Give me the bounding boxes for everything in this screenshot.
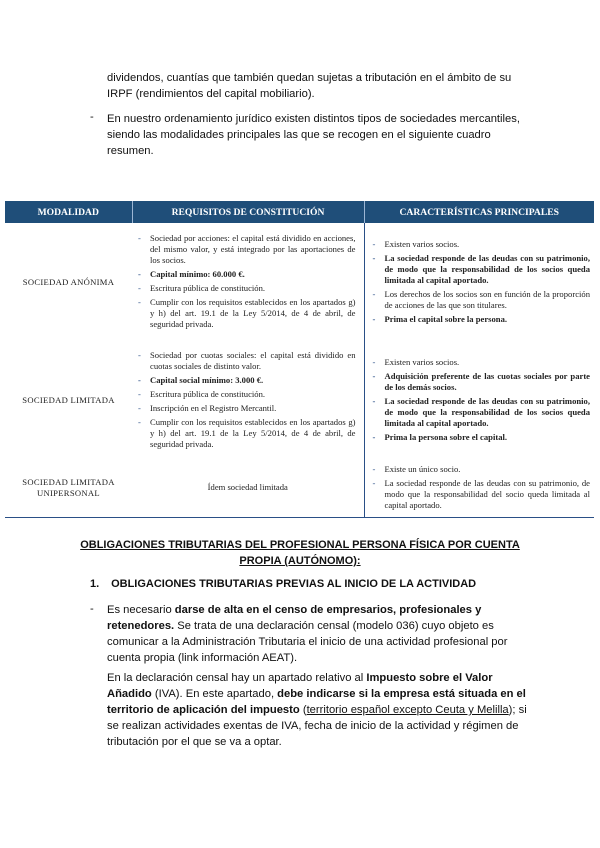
body-p2-line5: tributación por el que se va a optar. xyxy=(107,736,282,748)
list-item: - Capital social mínimo: 3.000 €. xyxy=(136,375,356,386)
section-title-line1: OBLIGACIONES TRIBUTARIAS DEL PROFESIONAL PERSONA FÍSICA POR CUENTA xyxy=(80,539,520,551)
row-requisitos xyxy=(132,341,364,459)
text-run: ); si xyxy=(508,704,527,716)
list-item: - La sociedad responde de las deudas con su patrimonio, de modo que la responsabilidad del socio queda limitada al capital aportado. xyxy=(371,478,591,511)
table-row xyxy=(5,459,594,517)
list-item: - Sociedad por acciones: el capital está dividido en acciones, del mismo valor, y está integrado por las aportaciones de los socios. xyxy=(136,233,356,266)
text-run-underlined: territorio español excepto Ceuta y Melilla xyxy=(306,704,509,716)
intro-paragraph-1 xyxy=(107,70,547,102)
list-item: - Capital mínimo: 60.000 €. xyxy=(136,269,356,280)
list-item: - Escritura pública de constitución. xyxy=(136,389,356,400)
body-paragraph-2 xyxy=(107,670,547,750)
modalidad-line2: UNIPERSONAL xyxy=(37,487,100,498)
list-item: - Existe un único socio. xyxy=(371,464,591,475)
body-p1-line1 xyxy=(107,602,547,618)
row-caracteristicas xyxy=(364,341,594,459)
row-requisitos xyxy=(132,223,364,341)
header-caracteristicas: CARACTERÍSTICAS PRINCIPALES xyxy=(364,201,594,223)
text-run-bold: darse de alta en el censo de empresarios, profesionales y xyxy=(174,604,482,616)
text-run: (IVA). En este apartado, xyxy=(151,688,278,700)
section-title xyxy=(60,537,540,569)
list-item: - Prima el capital sobre la persona. xyxy=(371,314,591,325)
list-item: - Escritura pública de constitución. xyxy=(136,283,356,294)
header-requisitos: REQUISITOS DE CONSTITUCIÓN xyxy=(132,201,364,223)
table-header-row xyxy=(5,201,594,223)
intro-p2-line2: siendo las modalidades principales las que se recogen en el siguiente cuadro xyxy=(107,129,491,141)
text-run: Se trata de una declaración censal (modelo 036) cuyo objeto es xyxy=(174,620,494,632)
body-p1-line3: comunicar a la Administración Tributaria el inicio de una actividad profesional por xyxy=(107,636,508,648)
list-item: - Adquisición preferente de las cuotas sociales por parte de los demás socios. xyxy=(371,371,591,393)
intro-p2-line3: resumen. xyxy=(107,145,154,157)
body-paragraph-1 xyxy=(107,602,547,666)
section-title-line2: PROPIA (AUTÓNOMO): xyxy=(239,555,361,567)
list-item: - La sociedad responde de las deudas con su patrimonio, de modo que la responsabilidad de los socios queda limitada al capital aportado. xyxy=(371,396,591,429)
text-run: En la declaración censal hay un apartado relativo al xyxy=(107,672,367,684)
list-item: - Existen varios socios. xyxy=(371,357,591,368)
intro-p1-line1: dividendos, cuantías que también quedan sujetas a tributación en el ámbito de su xyxy=(107,72,512,84)
list-item: - Cumplir con los requisitos establecidos en los apartados g) y h) del art. 19.1 de la Ley 5/2014, de 4 de abril, de seguridad privada. xyxy=(136,417,356,450)
text-run: ( xyxy=(299,704,307,716)
intro-p2-line1: En nuestro ordenamiento jurídico existen distintos tipos de sociedades mercantiles, xyxy=(107,113,520,125)
row-modalidad: SOCIEDAD ANÓNIMA xyxy=(22,276,115,287)
intro-p1-line2: IRPF (rendimientos del capital mobiliario). xyxy=(107,88,315,100)
bullet-dash: - xyxy=(90,603,94,615)
bullet-dash: - xyxy=(90,111,94,123)
body-p2-line1 xyxy=(107,670,547,686)
text-run-bold: territorio de aplicación del impuesto xyxy=(107,704,300,716)
text-run-bold: retenedores. xyxy=(107,620,175,632)
row-requisitos xyxy=(132,459,364,517)
intro-paragraph-2 xyxy=(107,111,547,159)
text-run-bold: debe indicarse si la empresa está situada en el xyxy=(277,688,526,700)
company-types-table xyxy=(5,201,594,518)
list-item: - La sociedad responde de las deudas con su patrimonio, de modo que la responsabilidad de los socios queda limitada al capital aportado. xyxy=(371,253,591,286)
body-p2-line4: se realizan actividades exentas de IVA, fecha de inicio de la actividad y régimen de xyxy=(107,720,519,732)
header-modalidad: MODALIDAD xyxy=(5,201,132,223)
row-caracteristicas xyxy=(364,223,594,341)
list-item: - Prima la persona sobre el capital. xyxy=(371,432,591,443)
text-run-bold: Añadido xyxy=(107,688,152,700)
row-caracteristicas xyxy=(364,459,594,517)
table-row xyxy=(5,341,594,459)
requisitos-text: Ídem sociedad limitada xyxy=(207,482,288,493)
list-item: - Inscripción en el Registro Mercantil. xyxy=(136,403,356,414)
text-run-bold: Impuesto sobre el Valor xyxy=(366,672,493,684)
body-p1-line2 xyxy=(107,618,547,634)
list-item: - Los derechos de los socios son en función de la proporción de acciones de las que son titulares. xyxy=(371,289,591,311)
subsection-text: OBLIGACIONES TRIBUTARIAS PREVIAS AL INICIO DE LA ACTIVIDAD xyxy=(111,578,477,590)
subsection-title xyxy=(90,576,476,592)
subsection-number: 1. xyxy=(90,578,100,590)
text-run: Es necesario xyxy=(107,604,175,616)
list-item: - Existen varios socios. xyxy=(371,239,591,250)
modalidad-line1: SOCIEDAD LIMITADA xyxy=(22,476,115,487)
list-item: - Cumplir con los requisitos establecidos en los apartados g) y h) del art. 19.1 de la Ley 5/2014, de 4 de abril, de seguridad privada. xyxy=(136,297,356,330)
table-row xyxy=(5,223,594,341)
row-modalidad: SOCIEDAD LIMITADA xyxy=(22,394,115,405)
body-p2-line2 xyxy=(107,686,547,702)
list-item: - Sociedad por cuotas sociales: el capital está dividido en cuotas sociales de distinto valor. xyxy=(136,350,356,372)
row-modalidad xyxy=(5,459,132,517)
body-p1-line4: cuenta propia (link información AEAT). xyxy=(107,652,298,664)
body-p2-line3 xyxy=(107,702,547,718)
